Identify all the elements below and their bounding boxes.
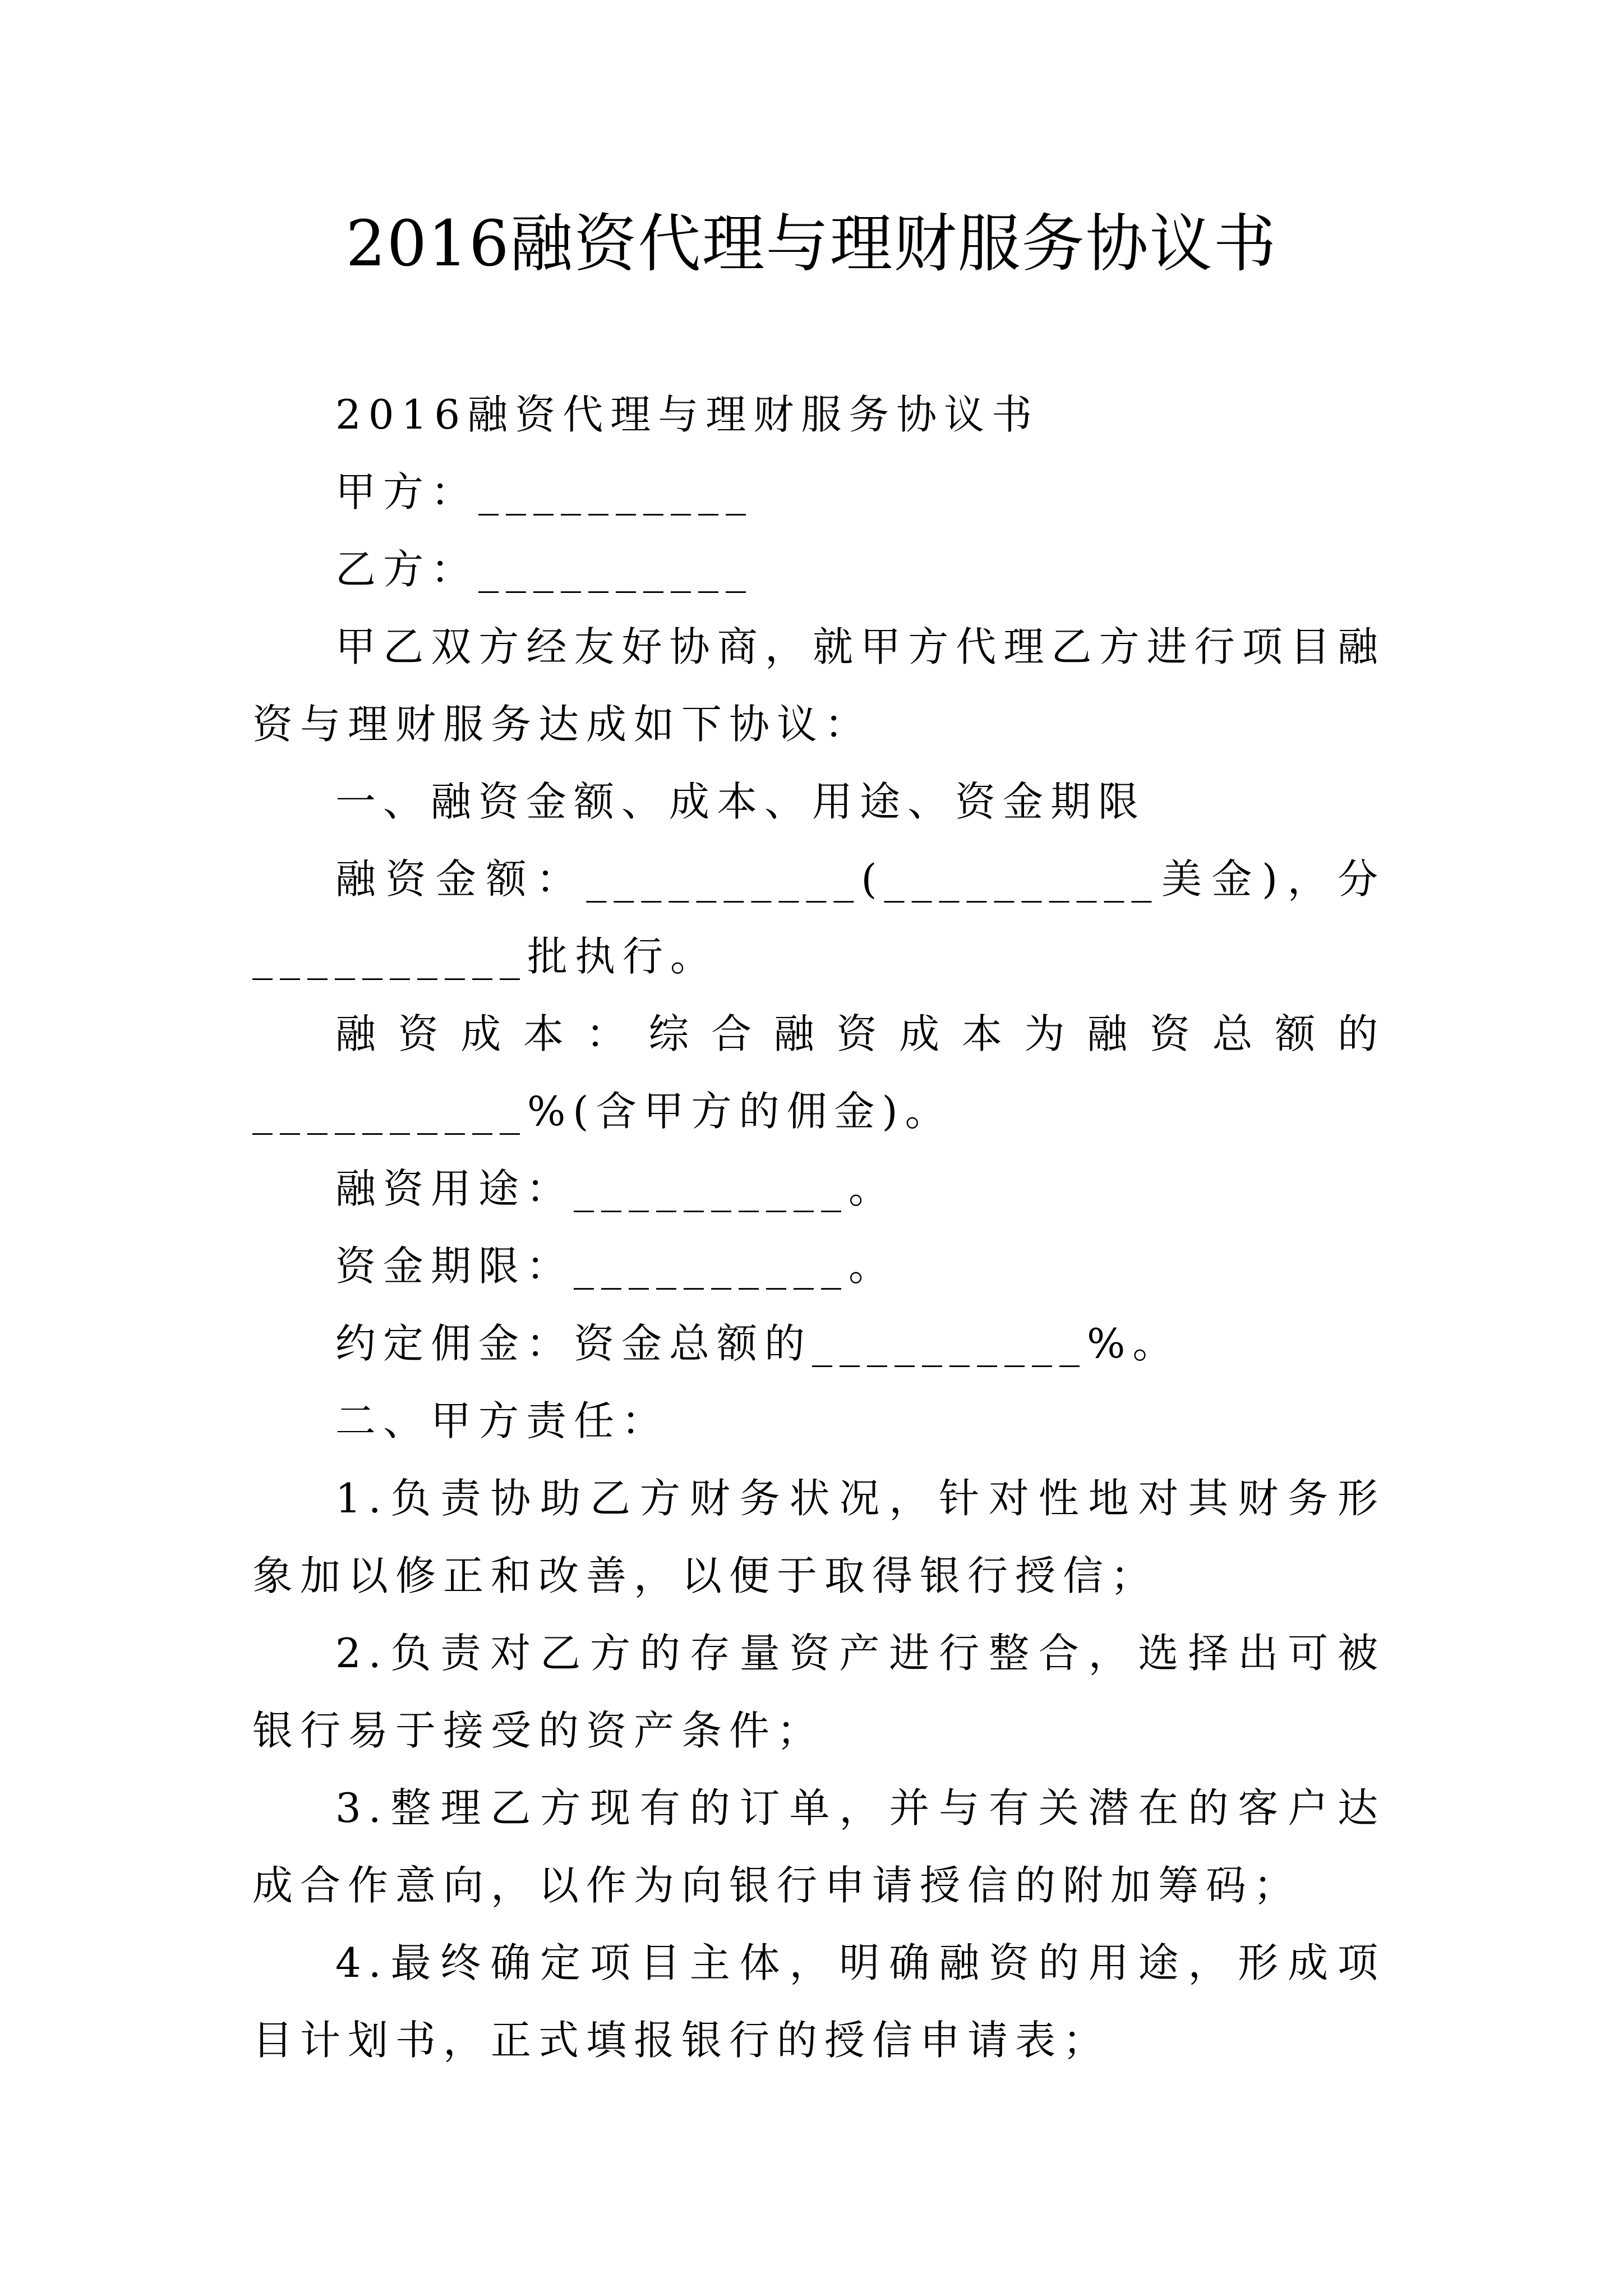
financing-term-line: 资金期限：__________。: [335, 1243, 897, 1290]
section-heading-1: 一、融资金额、成本、用途、资金期限: [335, 778, 1146, 825]
section-heading-2: 二、甲方责任：: [335, 1397, 670, 1444]
responsibility-item-3: 3.整理乙方现有的订单，并与有关潜在的客户达成合作意向，以作为向银行申请授信的附加筹码；: [252, 1784, 1385, 1909]
financing-amount-paragraph: 融资金额：__________(__________美金)，分__________批执行。: [252, 855, 1385, 980]
commission-line: 约定佣金：资金总额的__________%。: [335, 1320, 1181, 1367]
document-body: [252, 376, 1385, 2079]
party-a-line: 甲方：__________: [335, 468, 754, 516]
intro-paragraph: 甲乙双方经友好协商，就甲方代理乙方进行项目融资与理财服务达成如下协议：: [252, 623, 1385, 748]
responsibility-item-4: 4.最终确定项目主体，明确融资的用途，形成项目计划书，正式填报银行的授信申请表；: [252, 1939, 1385, 2064]
subtitle-paragraph: 2016融资代理与理财服务协议书: [335, 391, 1040, 438]
financing-cost-paragraph: 融资成本：综合融资成本为融资总额的__________%(含甲方的佣金)。: [252, 1010, 1385, 1135]
document-title: 2016融资代理与理财服务协议书: [345, 208, 1278, 280]
financing-purpose-line: 融资用途：__________。: [335, 1165, 897, 1212]
responsibility-item-1: 1.负责协助乙方财务状况，针对性地对其财务形象加以修正和改善，以便于取得银行授信；: [252, 1475, 1385, 1599]
responsibility-item-2: 2.负责对乙方的存量资产进行整合，选择出可被银行易于接受的资产条件；: [252, 1630, 1385, 1754]
party-b-line: 乙方：__________: [335, 546, 754, 593]
